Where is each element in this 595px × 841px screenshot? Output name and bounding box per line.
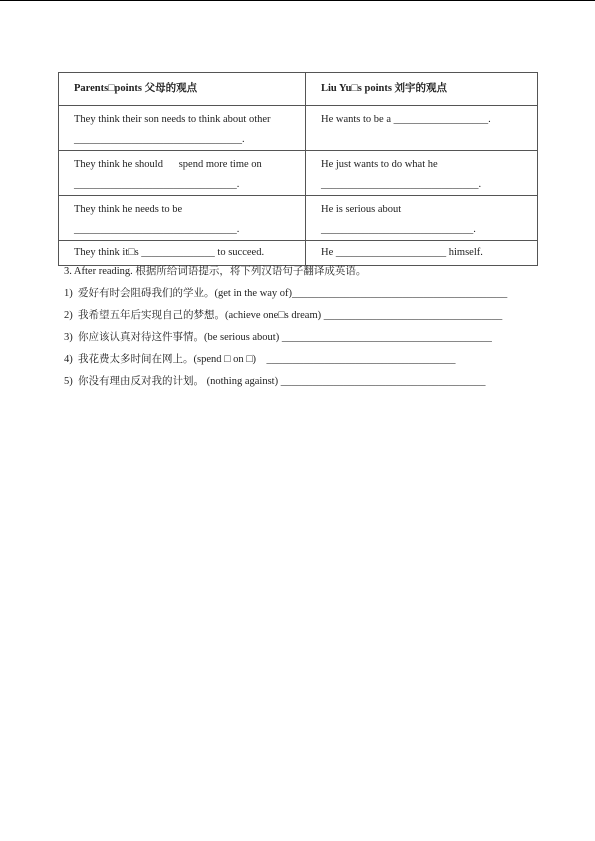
translation-exercise — [64, 264, 544, 396]
answer-blank[interactable]: _____________________________. — [321, 224, 476, 235]
answer-blank[interactable]: ______________________________. — [321, 179, 482, 190]
table-row — [59, 151, 538, 196]
cell-text[interactable]: They think it□s ______________ to succeed. — [74, 247, 265, 258]
table-row — [59, 106, 538, 151]
liu-yu-cell — [306, 151, 538, 196]
cell-text: They think their son needs to think about other — [74, 114, 271, 125]
parents-cell — [59, 196, 306, 241]
liu-yu-points-header: Liu Yu□s points 刘宇的观点 — [306, 73, 538, 106]
liu-yu-cell — [306, 106, 538, 151]
table-row — [59, 196, 538, 241]
exercise-item-5[interactable]: 5) 你没有理由反对我的计划。 (nothing against) _______________________________________ — [64, 376, 486, 387]
cell-text: He just wants to do what he — [321, 159, 438, 170]
parents-cell — [59, 151, 306, 196]
exercise-item-4[interactable]: 4) 我花费太多时间在网上。(spend □ on □) ____________________________________ — [64, 354, 456, 365]
exercise-item-1[interactable]: 1) 爱好有时会阻碍我们的学业。(get in the way of)_________________________________________ — [64, 288, 508, 299]
table-header-row — [59, 73, 538, 106]
liu-yu-cell — [306, 241, 538, 266]
viewpoints-table — [58, 72, 538, 266]
answer-blank[interactable]: _______________________________. — [74, 224, 240, 235]
table-row — [59, 241, 538, 266]
cell-text[interactable]: He _____________________ himself. — [321, 247, 483, 258]
cell-text: They think he should spend more time on — [74, 159, 262, 170]
parents-cell — [59, 241, 306, 266]
exercise-item-3[interactable]: 3) 你应该认真对待这件事情。(be serious about) ________________________________________ — [64, 332, 492, 343]
liu-yu-cell — [306, 196, 538, 241]
exercise-item-2[interactable]: 2) 我希望五年后实现自己的梦想。(achieve one□s dream) __________________________________ — [64, 310, 503, 321]
parents-cell — [59, 106, 306, 151]
top-rule — [0, 0, 595, 1]
cell-text[interactable]: He wants to be a __________________. — [321, 114, 491, 125]
parents-points-header: Parents□points 父母的观点 — [59, 73, 306, 106]
cell-text: He is serious about — [321, 204, 402, 215]
exercise-title: 3. After reading. 根据所给词语提示，将下列汉语句子翻译成英语。 — [64, 266, 367, 277]
cell-text: They think he needs to be — [74, 204, 183, 215]
answer-blank[interactable]: _______________________________. — [74, 179, 240, 190]
answer-blank[interactable]: ________________________________. — [74, 134, 245, 145]
